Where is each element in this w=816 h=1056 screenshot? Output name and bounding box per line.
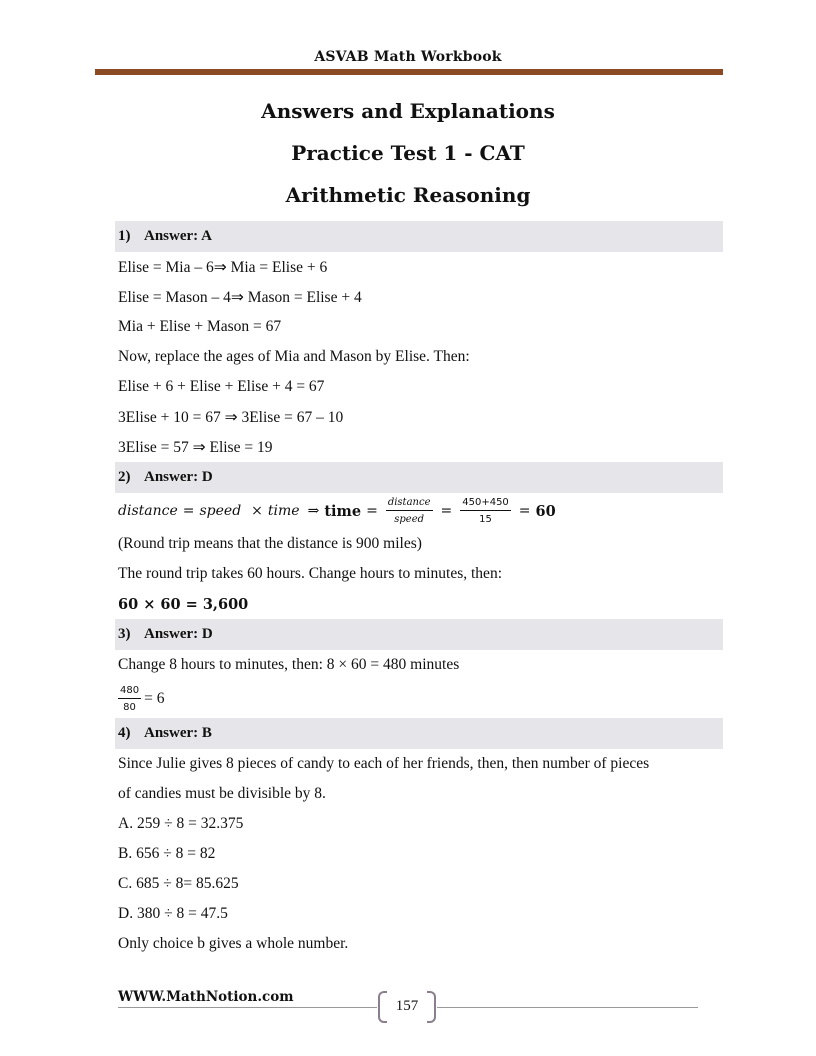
formula-equals: = <box>182 503 195 519</box>
q1-line: Elise = Mason – 4⇒ Mason = Elise + 4 <box>118 288 362 306</box>
q2-line: (Round trip means that the distance is 900 miles) <box>118 535 422 552</box>
fraction-numerator: distance <box>386 497 433 511</box>
left-bracket-icon <box>378 991 387 1023</box>
q1-line: Now, replace the ages of Mia and Mason by Elise. Then: <box>118 348 470 365</box>
formula-result: 60 <box>535 502 556 520</box>
answer-4-bar <box>115 718 723 749</box>
footer-website: WWW.MathNotion.com <box>118 989 294 1005</box>
fraction-numbers <box>460 497 511 525</box>
formula-time: time <box>267 503 300 519</box>
q2-result-text: 60 × 60 = 3,600 <box>118 595 249 613</box>
answers-content <box>118 221 723 959</box>
q4-choice-c: C. 685 ÷ 8= 85.625 <box>118 875 239 892</box>
section-title: Arithmetic Reasoning <box>285 183 531 207</box>
answer-1-label: Answer: A <box>144 228 212 244</box>
q4-line: of candies must be divisible by 8. <box>118 785 326 802</box>
q1-line: Mia + Elise + Mason = 67 <box>118 318 282 335</box>
formula-equals: = <box>518 503 531 519</box>
header-title: ASVAB Math Workbook <box>314 49 502 65</box>
formula-distance: distance <box>118 503 178 519</box>
test-title: Practice Test 1 - CAT <box>291 141 525 165</box>
formula-time-bold: time <box>324 502 362 520</box>
formula-speed: speed <box>199 503 242 519</box>
q4-choice-d: D. 380 ÷ 8 = 47.5 <box>118 905 228 922</box>
q3-line: Change 8 hours to minutes, then: 8 × 60 = 480 minutes <box>118 656 460 673</box>
q4-line: Since Julie gives 8 pieces of candy to each of her friends, then, then number of pieces <box>118 755 650 772</box>
fraction-result: = 6 <box>144 690 165 707</box>
page-number: 157 <box>395 997 419 1014</box>
q2-formula <box>118 493 723 529</box>
answer-2-number: 2) <box>118 469 131 485</box>
q3-fraction-line <box>118 680 723 718</box>
answer-4-label: Answer: B <box>144 725 212 741</box>
answer-3-bar <box>115 619 723 650</box>
q1-line: 3Elise + 10 = 67 ⇒ 3Elise = 67 – 10 <box>118 408 344 426</box>
page-title: Answers and Explanations <box>261 99 555 123</box>
answer-4-number: 4) <box>118 725 131 741</box>
fraction-denominator: speed <box>394 514 425 525</box>
page-number-box <box>377 991 437 1021</box>
q4-choice-a: A. 259 ÷ 8 = 32.375 <box>118 815 244 832</box>
fraction-numerator: 480 <box>118 685 141 699</box>
formula-implies: ⇒ <box>307 503 320 519</box>
q2-bold-result <box>118 589 723 619</box>
fraction-numerator: 450+450 <box>460 497 511 511</box>
q1-line: Elise + 6 + Elise + Elise + 4 = 67 <box>118 378 325 395</box>
fraction-denominator: 80 <box>123 702 136 713</box>
q4-line: Only choice b gives a whole number. <box>118 935 349 952</box>
fraction-denominator: 15 <box>479 514 492 525</box>
right-bracket-icon <box>427 991 436 1023</box>
formula-equals: = <box>440 503 453 519</box>
q1-line: 3Elise = 57 ⇒ Elise = 19 <box>118 438 273 456</box>
answer-3-label: Answer: D <box>144 626 213 642</box>
fraction-distance-speed <box>386 497 433 525</box>
answer-1-number: 1) <box>118 228 131 244</box>
fraction-480-80 <box>118 685 141 713</box>
q1-line: Elise = Mia – 6⇒ Mia = Elise + 6 <box>118 258 328 276</box>
header-rule <box>95 69 723 75</box>
q2-line: The round trip takes 60 hours. Change hours to minutes, then: <box>118 565 502 582</box>
formula-times: × <box>251 503 263 519</box>
answer-3-number: 3) <box>118 626 131 642</box>
q4-choice-b: B. 656 ÷ 8 = 82 <box>118 845 216 862</box>
formula-equals: = <box>366 503 378 519</box>
answer-2-bar <box>115 462 723 493</box>
answer-2-label: Answer: D <box>144 469 213 485</box>
answer-1-bar <box>115 221 723 252</box>
